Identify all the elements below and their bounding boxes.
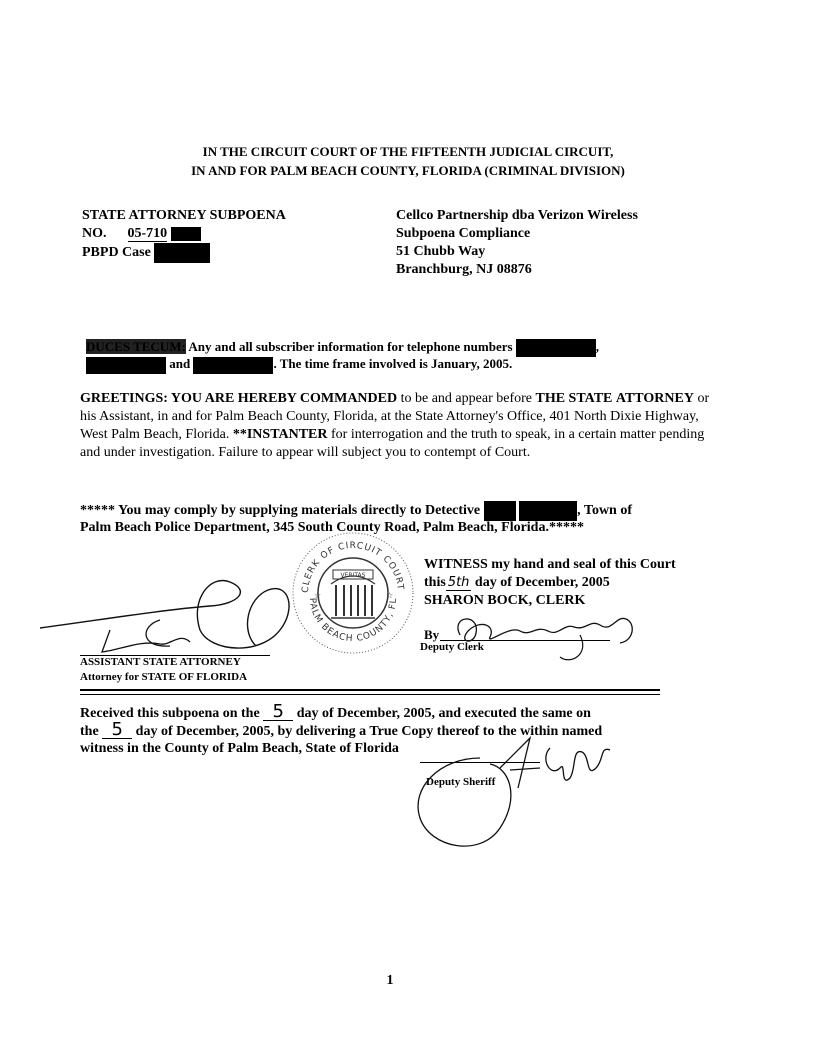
clerk-signature <box>440 605 640 665</box>
pbpd-case-label: PBPD Case <box>82 245 151 261</box>
asa-signature <box>40 560 300 665</box>
redaction <box>193 357 273 374</box>
comply-line2: Palm Beach Police Department, 345 South County Road, Palm Beach, Florida.***** <box>80 520 584 535</box>
deputy-clerk-label: Deputy Clerk <box>420 641 484 653</box>
return-line3: witness in the County of Palm Beach, State of Florida <box>80 741 399 756</box>
asa-title: ASSISTANT STATE ATTORNEY <box>80 656 241 668</box>
comply-text-b: , Town of <box>577 503 632 519</box>
comply-text-a: ***** You may comply by supplying materials directly to Detective <box>80 503 481 519</box>
sheriff-signature <box>400 728 640 868</box>
deputy-sheriff-label: Deputy Sheriff <box>426 776 496 788</box>
recipient-line2: Subpoena Compliance <box>396 226 531 241</box>
duces-and: and <box>169 356 191 371</box>
greetings-text-1: to be and appear before <box>397 391 536 406</box>
subpoena-number-label: NO. <box>82 226 107 241</box>
return-line1 <box>80 701 700 723</box>
return-day1: 5 <box>263 704 293 721</box>
return-delivering: day of December, 2005, by delivering a True Copy thereof to the within named <box>135 724 603 739</box>
seal-bottom-arc: PALM BEACH COUNTY, FL <box>306 597 400 645</box>
witness-this: this <box>424 575 446 590</box>
duces-tecum-text: Any and all subscriber information for telephone numbers <box>188 339 513 354</box>
subpoena-number-value: 05-710 <box>127 226 168 241</box>
greetings-lead: GREETINGS: YOU ARE HEREBY COMMANDED <box>80 391 398 406</box>
redaction <box>484 501 516 521</box>
duces-timeframe: . The time frame involved is January, 2005. <box>273 356 513 371</box>
duces-comma: , <box>595 339 600 354</box>
recipient-line3: 51 Chubb Way <box>396 244 486 259</box>
redaction <box>519 501 577 521</box>
witness-line1: WITNESS my hand and seal of this Court <box>424 557 676 572</box>
duces-tecum-label: DUCES TECUM: <box>86 339 186 354</box>
witness-by-label: By <box>424 627 440 642</box>
return-executed: day of December, 2005, and executed the same on <box>296 706 591 721</box>
pbpd-case <box>82 243 210 263</box>
greetings-text-2: or his Assistant, in and for Palm Beach County, Florida, at the State Attorney's Office, 401 North Dixie Highway, West Palm Beach, Florida. <box>80 391 710 442</box>
witness-clerk-name: SHARON BOCK, CLERK <box>424 593 586 608</box>
divider-thin <box>80 694 660 695</box>
witness-line2 <box>424 574 724 592</box>
return-received: Received this subpoena on the <box>80 706 260 721</box>
clerk-seal <box>288 528 418 658</box>
page-number: 1 <box>386 973 394 988</box>
subpoena-number <box>82 225 201 243</box>
divider-thick <box>80 689 660 691</box>
return-day2: 5 <box>102 722 132 739</box>
redaction <box>154 243 210 263</box>
recipient-line1: Cellco Partnership dba Verizon Wireless <box>396 208 638 223</box>
duces-tecum-line2 <box>86 355 686 374</box>
comply-line1 <box>80 501 720 521</box>
star-icon: ☆ <box>314 591 322 600</box>
subpoena-title: STATE ATTORNEY SUBPOENA <box>82 208 286 223</box>
court-heading-line1: IN THE CIRCUIT COURT OF THE FIFTEENTH JUDICIAL CIRCUIT, <box>202 144 614 159</box>
greetings-text-3: for interrogation and the truth to speak, in a certain matter pending and under investigation. Failure to appear will subject you to contempt of Court. <box>80 427 705 460</box>
greetings-instanter: **INSTANTER <box>232 427 328 442</box>
greetings-paragraph <box>80 390 710 462</box>
asa-subtitle: Attorney for STATE OF FLORIDA <box>80 671 248 683</box>
redaction <box>171 227 201 241</box>
seal-top-arc: CLERK OF CIRCUIT COURT <box>300 540 406 594</box>
court-heading-line2: IN AND FOR PALM BEACH COUNTY, FLORIDA (CRIMINAL DIVISION) <box>191 163 625 178</box>
star-icon: ☆ <box>386 591 394 600</box>
redaction <box>86 357 166 374</box>
greetings-state-attorney-a: THE STATE <box>535 391 613 406</box>
recipient-line4: Branchburg, NJ 08876 <box>396 262 532 277</box>
seal-ribbon: VERITAS <box>340 572 366 579</box>
greetings-state-attorney-b: ATTORNEY <box>615 391 694 406</box>
witness-month: day of December, 2005 <box>474 575 610 590</box>
recipient-address <box>396 207 736 279</box>
return-the: the <box>80 724 99 739</box>
witness-day: 5th <box>447 575 470 590</box>
